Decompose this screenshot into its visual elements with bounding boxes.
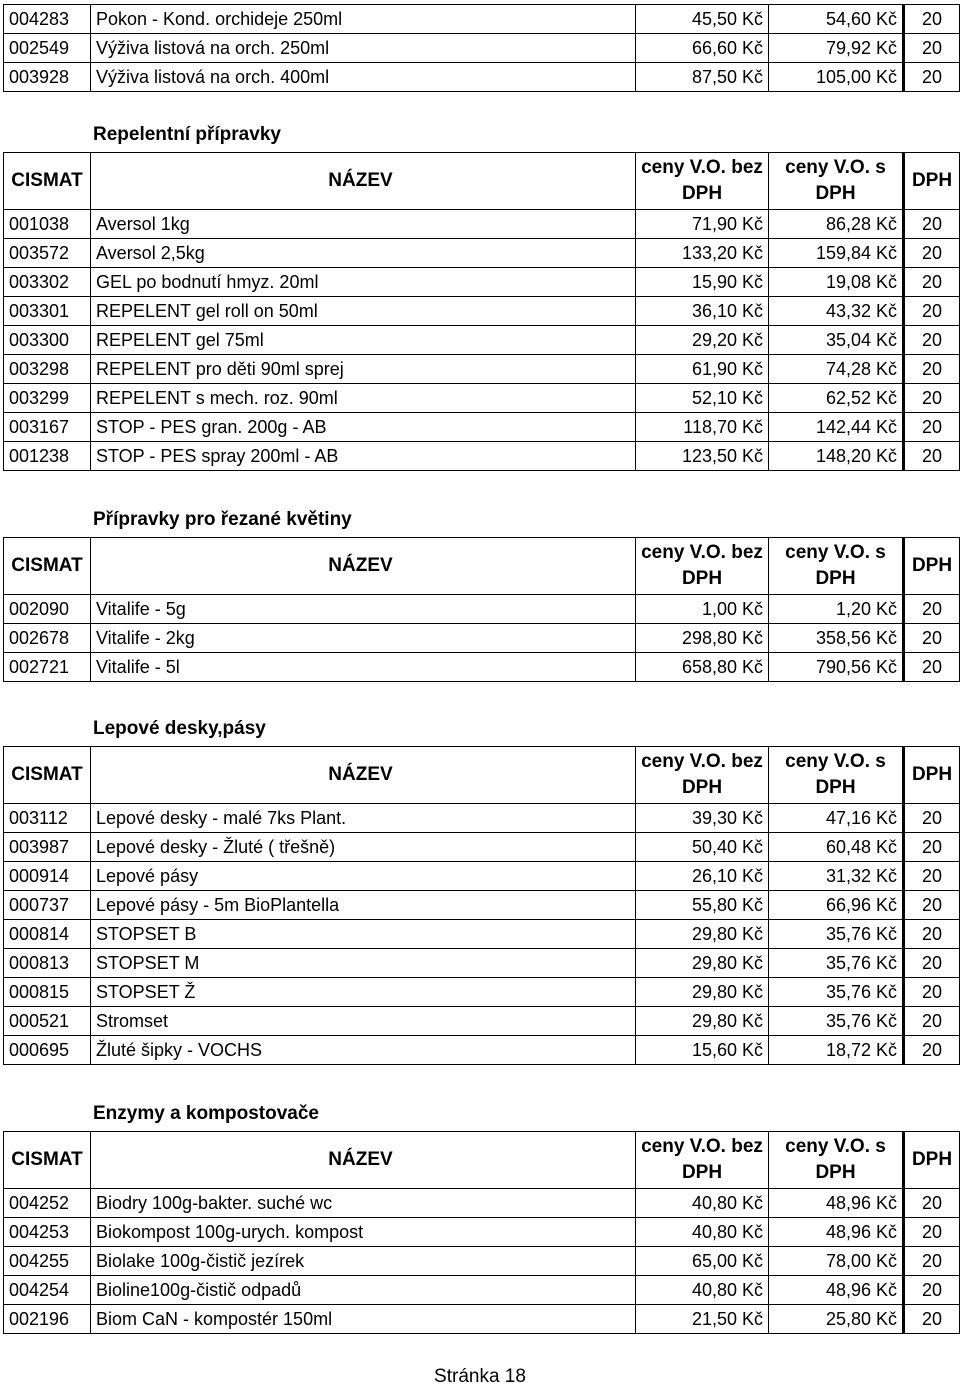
price-with-vat-cell: 35,76 Kč [769,949,904,978]
name-cell: STOP - PES spray 200ml - AB [91,442,636,471]
header-price-without-vat-line2: DPH [681,183,723,204]
name-cell: REPELENT gel 75ml [91,326,636,355]
price-without-vat-cell: 1,00 Kč [636,595,769,624]
name-cell: GEL po bodnutí hmyz. 20ml [91,268,636,297]
header-price-with-vat [769,1132,904,1189]
section-table [3,152,960,471]
table-row [4,920,960,949]
vat-cell: 20 [904,1036,960,1065]
header-nazev: NÁZEV [91,747,636,804]
price-with-vat-cell: 86,28 Kč [769,210,904,239]
section-block-repelentni [3,152,959,471]
cismat-cell: 001238 [4,442,91,471]
name-cell: STOPSET Ž [91,978,636,1007]
top-rows-block [3,4,959,92]
price-with-vat-cell: 142,44 Kč [769,413,904,442]
price-without-vat-cell: 29,80 Kč [636,949,769,978]
cismat-cell: 002549 [4,34,91,63]
cismat-cell: 004255 [4,1247,91,1276]
price-without-vat-cell: 40,80 Kč [636,1276,769,1305]
name-cell: Lepové pásy - 5m BioPlantella [91,891,636,920]
name-cell: STOPSET B [91,920,636,949]
price-without-vat-cell: 29,20 Kč [636,326,769,355]
section-table [3,746,960,1065]
cismat-cell: 002196 [4,1305,91,1334]
name-cell: Lepové desky - malé 7ks Plant. [91,804,636,833]
vat-cell: 20 [904,978,960,1007]
vat-cell: 20 [904,413,960,442]
name-cell: REPELENT pro děti 90ml sprej [91,355,636,384]
name-cell: STOPSET M [91,949,636,978]
cismat-cell: 003167 [4,413,91,442]
price-without-vat-cell: 39,30 Kč [636,804,769,833]
section-block-lepove-desky [3,746,959,1065]
header-price-with-vat-line1: ceny V.O. s [785,751,886,772]
cismat-cell: 004283 [4,5,91,34]
section-title-repelentni: Repelentní přípravky [93,124,281,145]
cismat-cell: 000521 [4,1007,91,1036]
cismat-cell: 003301 [4,297,91,326]
table-row [4,384,960,413]
vat-cell: 20 [904,1218,960,1247]
table-row [4,653,960,682]
header-price-without-vat-line1: ceny V.O. bez [641,542,763,563]
header-nazev: NÁZEV [91,1132,636,1189]
table-row [4,595,960,624]
table-header-row [4,538,960,595]
table-row [4,1007,960,1036]
price-with-vat-cell: 48,96 Kč [769,1276,904,1305]
table-row [4,804,960,833]
price-without-vat-cell: 29,80 Kč [636,1007,769,1036]
header-vat: DPH [904,153,960,210]
price-without-vat-cell: 29,80 Kč [636,978,769,1007]
section-table [3,1131,960,1334]
vat-cell: 20 [904,297,960,326]
vat-cell: 20 [904,1276,960,1305]
name-cell: Žluté šipky - VOCHS [91,1036,636,1065]
price-without-vat-cell: 15,60 Kč [636,1036,769,1065]
price-without-vat-cell: 87,50 Kč [636,63,769,92]
cismat-cell: 003112 [4,804,91,833]
cismat-cell: 000695 [4,1036,91,1065]
price-with-vat-cell: 48,96 Kč [769,1189,904,1218]
price-without-vat-cell: 50,40 Kč [636,833,769,862]
vat-cell: 20 [904,442,960,471]
section-title-lepove-desky: Lepové desky,pásy [93,718,266,739]
name-cell: Vitalife - 5g [91,595,636,624]
name-cell: Pokon - Kond. orchideje 250ml [91,5,636,34]
vat-cell: 20 [904,1305,960,1334]
vat-cell: 20 [904,891,960,920]
header-vat: DPH [904,747,960,804]
table-row [4,891,960,920]
price-without-vat-cell: 40,80 Kč [636,1189,769,1218]
price-with-vat-cell: 35,76 Kč [769,920,904,949]
header-price-without-vat-line1: ceny V.O. bez [641,1136,763,1157]
price-with-vat-cell: 66,96 Kč [769,891,904,920]
price-without-vat-cell: 658,80 Kč [636,653,769,682]
table-row [4,1036,960,1065]
table-row [4,297,960,326]
header-price-without-vat [636,153,769,210]
table-row [4,978,960,1007]
name-cell: Vitalife - 2kg [91,624,636,653]
table-row [4,833,960,862]
header-price-with-vat-line2: DPH [815,777,856,798]
header-price-without-vat [636,538,769,595]
name-cell: Biom CaN - kompostér 150ml [91,1305,636,1334]
name-cell: Biodry 100g-bakter. suché wc [91,1189,636,1218]
cismat-cell: 004253 [4,1218,91,1247]
price-without-vat-cell: 15,90 Kč [636,268,769,297]
price-with-vat-cell: 1,20 Kč [769,595,904,624]
vat-cell: 20 [904,326,960,355]
price-with-vat-cell: 35,76 Kč [769,1007,904,1036]
vat-cell: 20 [904,595,960,624]
price-without-vat-cell: 65,00 Kč [636,1247,769,1276]
header-price-with-vat [769,153,904,210]
cismat-cell: 001038 [4,210,91,239]
price-with-vat-cell: 18,72 Kč [769,1036,904,1065]
price-with-vat-cell: 35,04 Kč [769,326,904,355]
cismat-cell: 003299 [4,384,91,413]
name-cell: Bioline100g-čistič odpadů [91,1276,636,1305]
header-vat: DPH [904,538,960,595]
header-nazev: NÁZEV [91,153,636,210]
table-row [4,1189,960,1218]
price-with-vat-cell: 43,32 Kč [769,297,904,326]
table-row [4,1276,960,1305]
name-cell: STOP - PES gran. 200g - AB [91,413,636,442]
header-price-without-vat-line2: DPH [681,777,723,798]
price-with-vat-cell: 54,60 Kč [769,5,904,34]
header-price-without-vat-line1: ceny V.O. bez [641,751,763,772]
table-row [4,413,960,442]
cismat-cell: 002090 [4,595,91,624]
table-row [4,326,960,355]
cismat-cell: 000914 [4,862,91,891]
price-with-vat-cell: 148,20 Kč [769,442,904,471]
cismat-cell: 000813 [4,949,91,978]
name-cell: Vitalife - 5l [91,653,636,682]
vat-cell: 20 [904,949,960,978]
price-with-vat-cell: 79,92 Kč [769,34,904,63]
header-price-with-vat-line2: DPH [815,568,856,589]
table-row [4,442,960,471]
section-table [3,537,960,682]
price-with-vat-cell: 358,56 Kč [769,624,904,653]
price-with-vat-cell: 105,00 Kč [769,63,904,92]
vat-cell: 20 [904,355,960,384]
table-row [4,210,960,239]
price-with-vat-cell: 790,56 Kč [769,653,904,682]
price-without-vat-cell: 40,80 Kč [636,1218,769,1247]
price-without-vat-cell: 29,80 Kč [636,920,769,949]
name-cell: Výživa listová na orch. 400ml [91,63,636,92]
cismat-cell: 000814 [4,920,91,949]
table-row [4,949,960,978]
table-header-row [4,153,960,210]
price-without-vat-cell: 71,90 Kč [636,210,769,239]
price-without-vat-cell: 123,50 Kč [636,442,769,471]
cismat-cell: 003987 [4,833,91,862]
header-price-without-vat-line2: DPH [681,568,723,589]
section-block-enzymy [3,1131,959,1334]
header-price-with-vat [769,747,904,804]
header-price-with-vat-line2: DPH [815,183,856,204]
header-price-without-vat-line2: DPH [681,1162,723,1183]
header-vat: DPH [904,1132,960,1189]
name-cell: Aversol 2,5kg [91,239,636,268]
price-with-vat-cell: 48,96 Kč [769,1218,904,1247]
header-price-with-vat-line1: ceny V.O. s [785,157,886,178]
table-header-row [4,1132,960,1189]
price-without-vat-cell: 26,10 Kč [636,862,769,891]
name-cell: Výživa listová na orch. 250ml [91,34,636,63]
price-with-vat-cell: 47,16 Kč [769,804,904,833]
vat-cell: 20 [904,1007,960,1036]
section-title-enzymy: Enzymy a kompostovače [93,1103,319,1124]
header-cismat: CISMAT [4,747,91,804]
name-cell: REPELENT gel roll on 50ml [91,297,636,326]
table-row [4,355,960,384]
price-without-vat-cell: 45,50 Kč [636,5,769,34]
cismat-cell: 002678 [4,624,91,653]
section-title-rezane-kvetiny: Přípravky pro řezané květiny [93,509,352,530]
vat-cell: 20 [904,920,960,949]
table-row [4,862,960,891]
cismat-cell: 003300 [4,326,91,355]
table-row [4,239,960,268]
table-row [4,63,960,92]
vat-cell: 20 [904,624,960,653]
table-row [4,5,960,34]
header-cismat: CISMAT [4,1132,91,1189]
vat-cell: 20 [904,384,960,413]
price-with-vat-cell: 25,80 Kč [769,1305,904,1334]
vat-cell: 20 [904,210,960,239]
vat-cell: 20 [904,833,960,862]
vat-cell: 20 [904,862,960,891]
table-row [4,34,960,63]
vat-cell: 20 [904,1247,960,1276]
price-without-vat-cell: 52,10 Kč [636,384,769,413]
cismat-cell: 002721 [4,653,91,682]
table-header-row [4,747,960,804]
header-price-with-vat-line1: ceny V.O. s [785,1136,886,1157]
vat-cell: 20 [904,268,960,297]
vat-cell: 20 [904,63,960,92]
vat-cell: 20 [904,653,960,682]
price-without-vat-cell: 21,50 Kč [636,1305,769,1334]
name-cell: Stromset [91,1007,636,1036]
price-with-vat-cell: 62,52 Kč [769,384,904,413]
cismat-cell: 000815 [4,978,91,1007]
price-without-vat-cell: 55,80 Kč [636,891,769,920]
table-row [4,1218,960,1247]
price-with-vat-cell: 74,28 Kč [769,355,904,384]
cismat-cell: 003572 [4,239,91,268]
header-cismat: CISMAT [4,538,91,595]
page-number: Stránka 18 [434,1366,526,1387]
name-cell: Aversol 1kg [91,210,636,239]
price-without-vat-cell: 36,10 Kč [636,297,769,326]
cismat-cell: 003302 [4,268,91,297]
cismat-cell: 000737 [4,891,91,920]
table-row [4,624,960,653]
header-price-with-vat-line2: DPH [815,1162,856,1183]
table-row [4,268,960,297]
header-cismat: CISMAT [4,153,91,210]
header-price-with-vat [769,538,904,595]
vat-cell: 20 [904,5,960,34]
vat-cell: 20 [904,1189,960,1218]
price-with-vat-cell: 19,08 Kč [769,268,904,297]
price-without-vat-cell: 133,20 Kč [636,239,769,268]
price-with-vat-cell: 31,32 Kč [769,862,904,891]
price-with-vat-cell: 159,84 Kč [769,239,904,268]
table-row [4,1247,960,1276]
vat-cell: 20 [904,34,960,63]
price-with-vat-cell: 60,48 Kč [769,833,904,862]
section-block-rezane-kvetiny [3,537,959,682]
header-nazev: NÁZEV [91,538,636,595]
vat-cell: 20 [904,804,960,833]
header-price-with-vat-line1: ceny V.O. s [785,542,886,563]
top-rows-table [3,4,960,92]
table-row [4,1305,960,1334]
cismat-cell: 003928 [4,63,91,92]
cismat-cell: 003298 [4,355,91,384]
name-cell: Lepové desky - Žluté ( třešně) [91,833,636,862]
price-without-vat-cell: 298,80 Kč [636,624,769,653]
price-without-vat-cell: 61,90 Kč [636,355,769,384]
name-cell: Biolake 100g-čistič jezírek [91,1247,636,1276]
name-cell: REPELENT s mech. roz. 90ml [91,384,636,413]
price-without-vat-cell: 66,60 Kč [636,34,769,63]
name-cell: Biokompost 100g-urych. kompost [91,1218,636,1247]
price-with-vat-cell: 78,00 Kč [769,1247,904,1276]
header-price-without-vat-line1: ceny V.O. bez [641,157,763,178]
cismat-cell: 004254 [4,1276,91,1305]
header-price-without-vat [636,747,769,804]
price-without-vat-cell: 118,70 Kč [636,413,769,442]
price-with-vat-cell: 35,76 Kč [769,978,904,1007]
vat-cell: 20 [904,239,960,268]
header-price-without-vat [636,1132,769,1189]
name-cell: Lepové pásy [91,862,636,891]
cismat-cell: 004252 [4,1189,91,1218]
